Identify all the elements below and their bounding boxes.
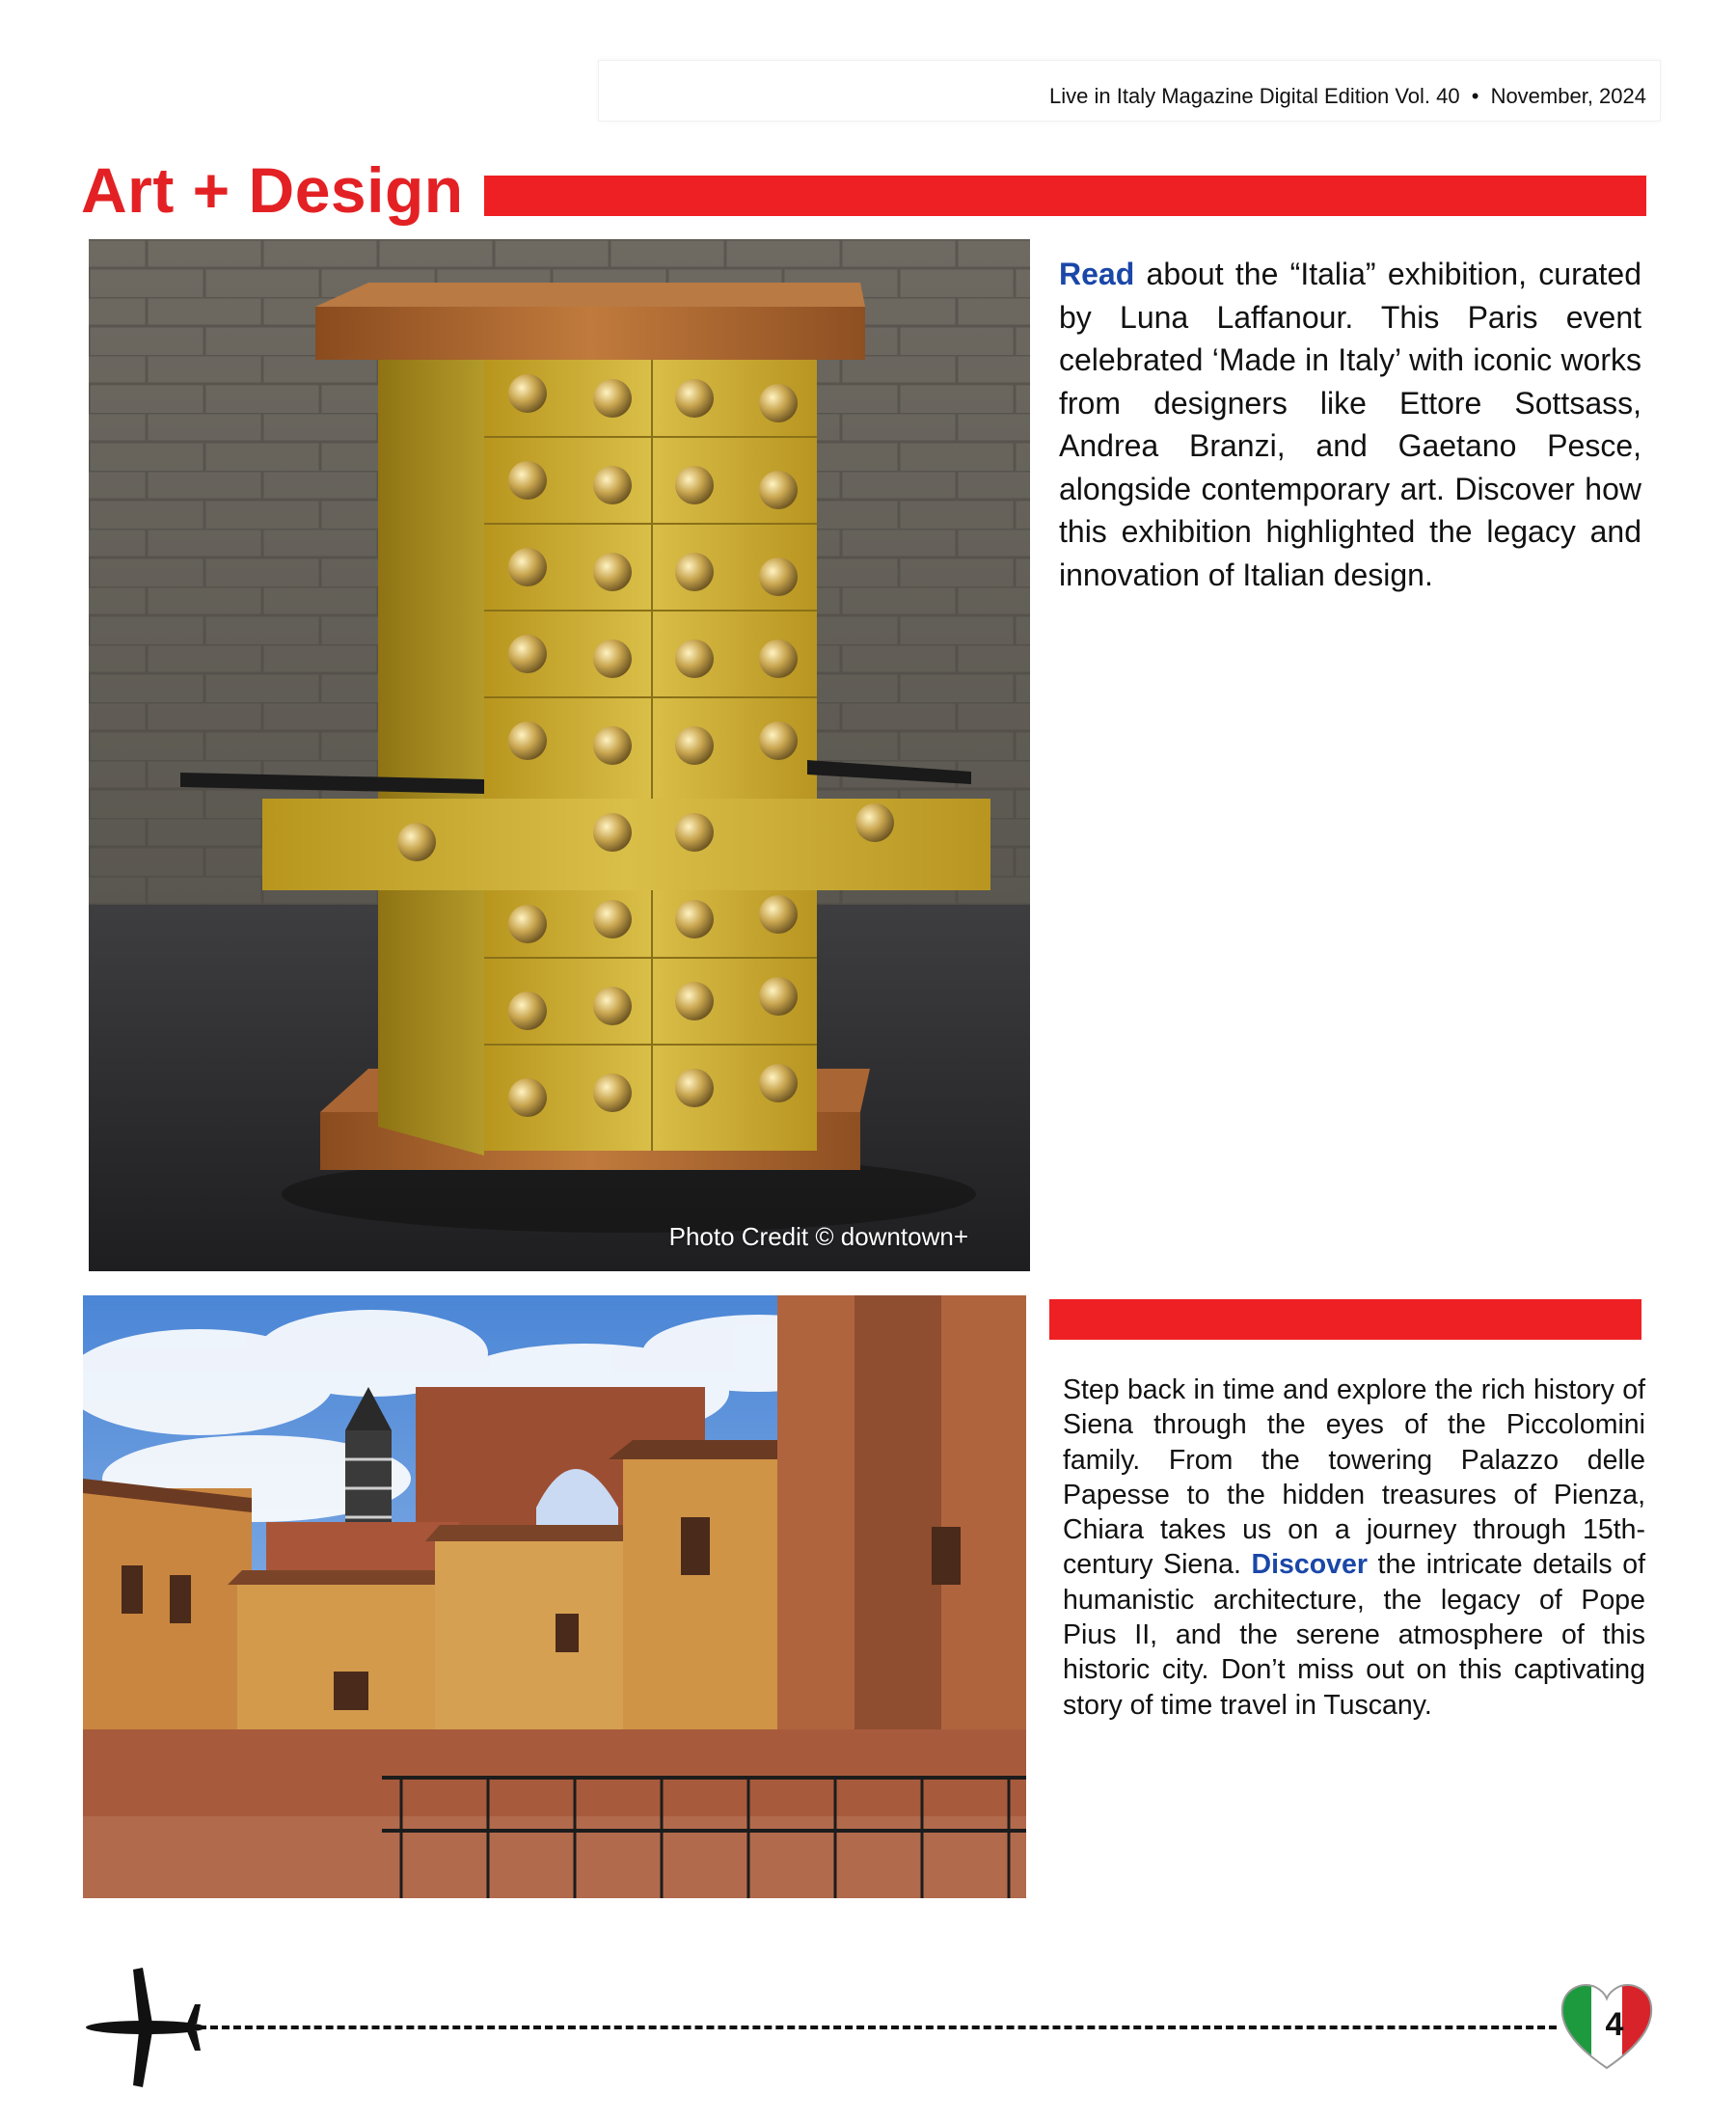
article-2-body-end: the intricate details of humanistic architecture, the legacy of Pope Pius II, and the serene atmosphere of this historic city. Don’t miss out on this captivating story of time travel in Tuscany. [1063,1549,1645,1721]
separator: • [1471,84,1479,108]
read-link[interactable]: Read [1059,257,1135,291]
article-2-body-start: Step back in time and explore the rich history of Siena through the eyes of the Piccolomini family. From the towering Palazzo delle Papesse to the hidden treasures of Pienza, Chiara takes us on a journey through 15th-century Siena. [1063,1374,1645,1581]
siena-illustration [83,1295,1026,1898]
article-1-body: about the “Italia” exhibition, curated by Luna Laffanour. This Paris event celebrated ‘Made in Italy’ with iconic works from designers like Ettore Sottsass, Andrea Branzi, and Gaetano Pesce, alongside contemporary art. Discover how this exhibition highlighted the legacy and innovation of Italian design. [1059,257,1641,592]
page-number: 4 [1605,2006,1624,2043]
photo-credit: Photo Credit © downtown+ [668,1222,968,1251]
masthead-text [1049,84,1646,109]
airplane-icon [83,1966,208,2091]
furniture-illustration [89,239,1030,1271]
masthead [598,60,1661,122]
article-2-red-bar [1049,1299,1641,1340]
issue-date: November, 2024 [1490,84,1646,108]
dashed-route-line [199,2026,1557,2029]
discover-link[interactable]: Discover [1251,1549,1368,1581]
page-footer [83,1958,1665,2093]
furniture-photo[interactable] [89,239,1030,1271]
siena-photo[interactable] [83,1295,1026,1898]
title-red-bar [484,176,1646,216]
article-2-text [1063,1373,1645,1723]
publication-name: Live in Italy Magazine Digital Edition Vol. 40 [1049,84,1460,108]
section-title: Art + Design [81,154,464,226]
article-1-text [1059,253,1641,596]
